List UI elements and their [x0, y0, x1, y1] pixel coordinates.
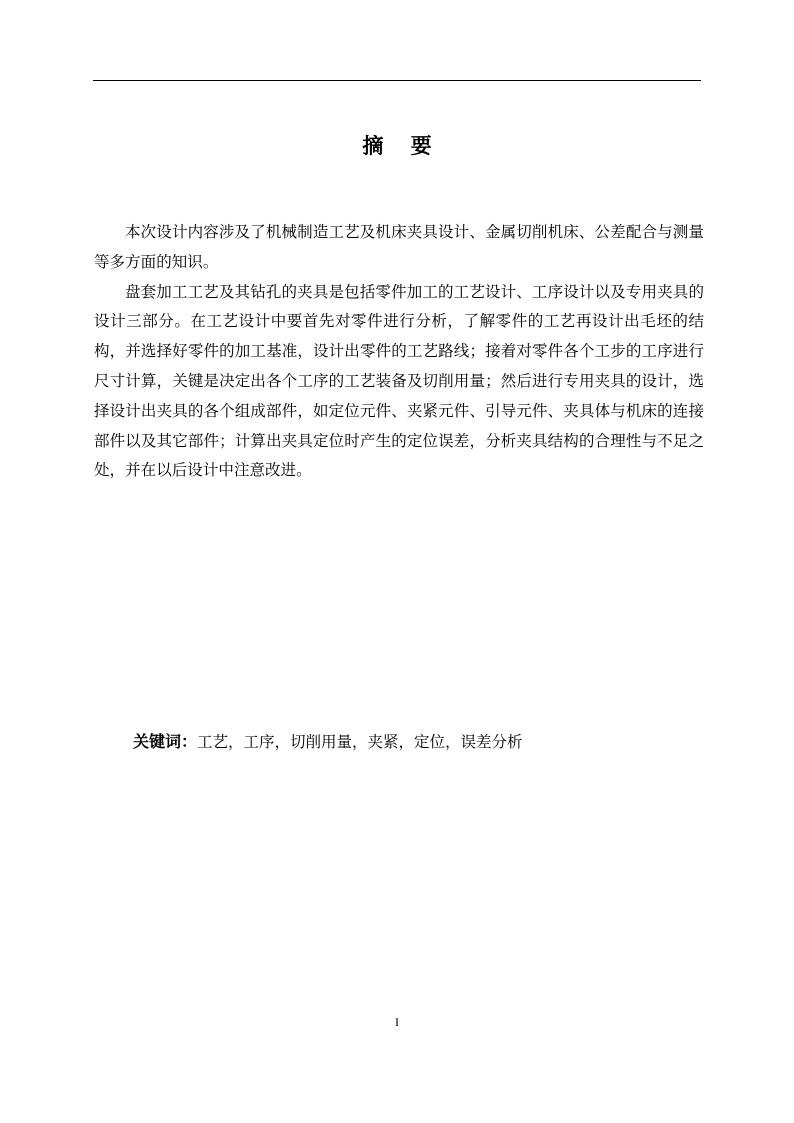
abstract-paragraph-2: 盘套加工工艺及其钻孔的夹具是包括零件加工的工艺设计、工序设计以及专用夹具的设计三部分。在工艺设计中要首先对零件进行分析，了解零件的工艺再设计出毛坯的结构，并选择好零件的加工基准，设计出零件的工艺路线；接着对零件各个工步的工序进行尺寸计算，关键是决定出各个工序的工艺装备及切削用量；然后进行专用夹具的设计，选择设计出夹具的各个组成部件，如定位元件、夹紧元件、引导元件、夹具体与机床的连接部件以及其它部件；计算出夹具定位时产生的定位误差，分析夹具结构的合理性与不足之处，并在以后设计中注意改进。: [94, 282, 704, 480]
keywords-label: 关键词：: [133, 732, 198, 751]
page-number: I: [395, 1015, 399, 1029]
abstract-paragraph-1: 本次设计内容涉及了机械制造工艺及机床夹具设计、金属切削机床、公差配合与测量等多方面的知识。: [94, 223, 704, 271]
abstract-body: [94, 218, 704, 486]
header-rule: [93, 80, 701, 81]
keywords-line: [133, 729, 523, 755]
page-title: 摘 要: [362, 134, 442, 158]
keywords-text: 工艺，工序，切削用量，夹紧，定位，误差分析: [197, 733, 523, 751]
